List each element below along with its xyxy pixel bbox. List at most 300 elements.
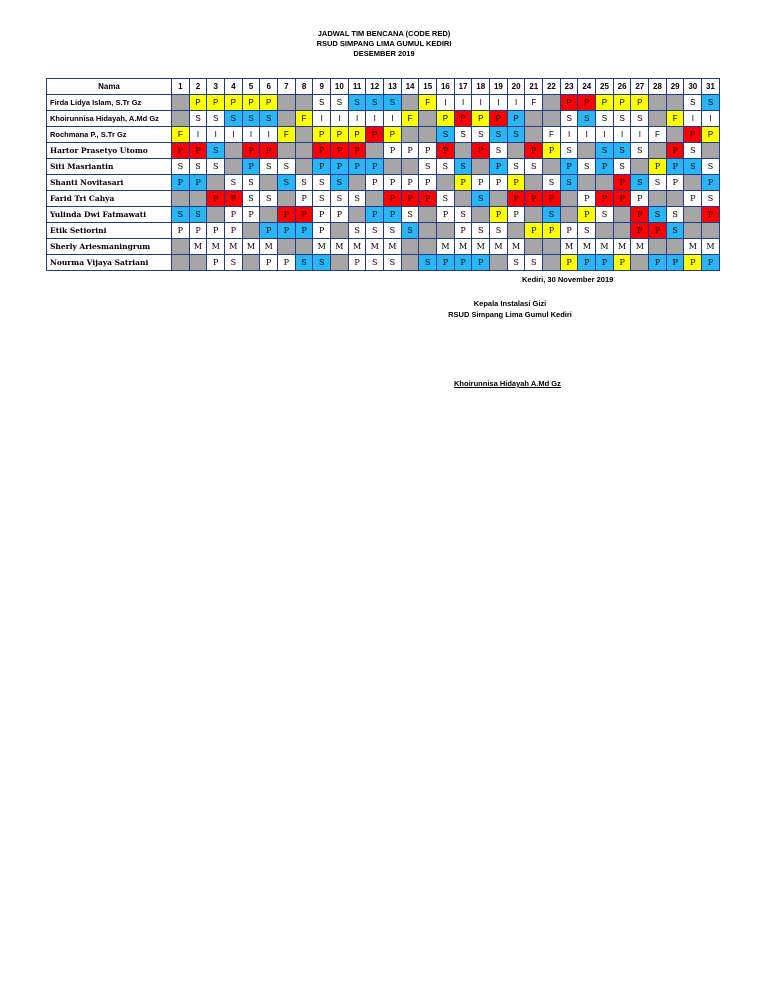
- shift-cell: S: [454, 127, 472, 143]
- shift-cell: P: [242, 95, 260, 111]
- day-header: 1: [172, 79, 190, 95]
- table-row: [47, 111, 720, 127]
- table-row: [47, 175, 720, 191]
- shift-cell: P: [578, 255, 596, 271]
- shift-cell: [419, 111, 437, 127]
- shift-cell: I: [472, 95, 490, 111]
- shift-cell: P: [366, 175, 384, 191]
- shift-cell: P: [313, 127, 331, 143]
- shift-cell: [578, 143, 596, 159]
- shift-cell: [225, 143, 243, 159]
- shift-cell: P: [454, 255, 472, 271]
- shift-cell: [490, 255, 508, 271]
- shift-cell: S: [454, 207, 472, 223]
- shift-cell: P: [684, 191, 702, 207]
- shift-cell: M: [331, 239, 349, 255]
- shift-cell: P: [507, 111, 525, 127]
- shift-cell: S: [543, 207, 561, 223]
- shift-cell: [596, 175, 614, 191]
- shift-cell: [260, 175, 278, 191]
- shift-cell: S: [613, 111, 631, 127]
- shift-cell: P: [189, 143, 207, 159]
- shift-cell: P: [525, 191, 543, 207]
- shift-cell: S: [207, 143, 225, 159]
- day-header: 29: [666, 79, 684, 95]
- shift-cell: P: [348, 127, 366, 143]
- shift-cell: P: [490, 175, 508, 191]
- shift-cell: [384, 159, 402, 175]
- shift-cell: M: [702, 239, 720, 255]
- shift-cell: P: [702, 127, 720, 143]
- shift-cell: M: [437, 239, 455, 255]
- shift-cell: S: [331, 191, 349, 207]
- shift-cell: P: [454, 175, 472, 191]
- shift-cell: P: [172, 223, 190, 239]
- shift-cell: S: [631, 143, 649, 159]
- shift-cell: [348, 175, 366, 191]
- shift-cell: P: [242, 159, 260, 175]
- shift-cell: S: [189, 111, 207, 127]
- table-row: [47, 255, 720, 271]
- shift-cell: P: [649, 223, 667, 239]
- table-row: [47, 143, 720, 159]
- shift-cell: P: [613, 191, 631, 207]
- shift-cell: [613, 223, 631, 239]
- shift-cell: [525, 239, 543, 255]
- shift-cell: M: [348, 239, 366, 255]
- day-header: 27: [631, 79, 649, 95]
- shift-cell: P: [331, 207, 349, 223]
- day-header: 31: [702, 79, 720, 95]
- shift-cell: [331, 223, 349, 239]
- shift-cell: [172, 239, 190, 255]
- shift-cell: S: [384, 255, 402, 271]
- shift-cell: S: [313, 95, 331, 111]
- shift-cell: I: [702, 111, 720, 127]
- shift-cell: S: [225, 255, 243, 271]
- shift-cell: P: [631, 95, 649, 111]
- shift-cell: M: [207, 239, 225, 255]
- shift-cell: P: [172, 175, 190, 191]
- shift-cell: S: [295, 255, 313, 271]
- shift-cell: P: [419, 143, 437, 159]
- shift-cell: [295, 127, 313, 143]
- shift-cell: S: [560, 175, 578, 191]
- shift-cell: S: [313, 175, 331, 191]
- shift-cell: [472, 207, 490, 223]
- shift-cell: P: [490, 111, 508, 127]
- shift-cell: S: [225, 175, 243, 191]
- shift-cell: S: [490, 143, 508, 159]
- shift-cell: [172, 111, 190, 127]
- shift-cell: [649, 191, 667, 207]
- shift-cell: P: [189, 223, 207, 239]
- shift-cell: F: [172, 127, 190, 143]
- shift-cell: P: [472, 143, 490, 159]
- staff-name: Siti Masriantin: [47, 159, 172, 175]
- shift-cell: P: [295, 207, 313, 223]
- shift-cell: S: [348, 191, 366, 207]
- shift-cell: [649, 95, 667, 111]
- shift-cell: [578, 175, 596, 191]
- day-header: 2: [189, 79, 207, 95]
- staff-name: Hartor Prasetyo Utomo: [47, 143, 172, 159]
- shift-cell: S: [242, 175, 260, 191]
- shift-cell: S: [525, 159, 543, 175]
- shift-cell: S: [578, 159, 596, 175]
- shift-cell: P: [313, 223, 331, 239]
- title-line-3: DESEMBER 2019: [353, 49, 415, 58]
- shift-cell: [507, 143, 525, 159]
- shift-cell: S: [207, 159, 225, 175]
- shift-cell: [649, 143, 667, 159]
- shift-cell: I: [331, 111, 349, 127]
- shift-cell: S: [278, 159, 296, 175]
- day-header: 23: [560, 79, 578, 95]
- shift-cell: I: [242, 127, 260, 143]
- shift-cell: P: [596, 95, 614, 111]
- shift-cell: P: [543, 143, 561, 159]
- shift-cell: P: [313, 207, 331, 223]
- shift-cell: S: [684, 143, 702, 159]
- shift-cell: P: [702, 207, 720, 223]
- shift-cell: S: [507, 255, 525, 271]
- shift-cell: M: [578, 239, 596, 255]
- shift-cell: [366, 191, 384, 207]
- shift-cell: S: [613, 159, 631, 175]
- shift-cell: P: [313, 143, 331, 159]
- shift-cell: S: [631, 175, 649, 191]
- shift-cell: S: [666, 207, 684, 223]
- shift-cell: S: [401, 223, 419, 239]
- shift-cell: [525, 111, 543, 127]
- shift-cell: [207, 207, 225, 223]
- shift-cell: P: [596, 159, 614, 175]
- shift-cell: P: [507, 207, 525, 223]
- shift-cell: [631, 159, 649, 175]
- shift-cell: [525, 175, 543, 191]
- shift-cell: P: [172, 143, 190, 159]
- shift-cell: P: [366, 207, 384, 223]
- shift-cell: S: [437, 191, 455, 207]
- shift-cell: P: [560, 159, 578, 175]
- shift-cell: [242, 223, 260, 239]
- shift-cell: P: [472, 111, 490, 127]
- shift-cell: [419, 223, 437, 239]
- shift-cell: S: [242, 111, 260, 127]
- shift-cell: [666, 95, 684, 111]
- shift-cell: P: [578, 207, 596, 223]
- shift-cell: [543, 255, 561, 271]
- day-header: 3: [207, 79, 225, 95]
- shift-cell: S: [207, 111, 225, 127]
- shift-cell: S: [189, 159, 207, 175]
- shift-cell: I: [348, 111, 366, 127]
- shift-cell: S: [278, 175, 296, 191]
- shift-cell: P: [207, 223, 225, 239]
- shift-cell: S: [225, 111, 243, 127]
- shift-cell: S: [472, 223, 490, 239]
- shift-cell: [278, 111, 296, 127]
- shift-cell: I: [631, 127, 649, 143]
- shift-cell: P: [331, 159, 349, 175]
- shift-cell: S: [242, 191, 260, 207]
- staff-name: Yulinda Dwi Fatmawati: [47, 207, 172, 223]
- shift-cell: P: [507, 191, 525, 207]
- shift-cell: M: [684, 239, 702, 255]
- shift-cell: I: [560, 127, 578, 143]
- shift-cell: P: [384, 143, 402, 159]
- shift-cell: [437, 175, 455, 191]
- shift-cell: [295, 239, 313, 255]
- shift-cell: [401, 127, 419, 143]
- shift-cell: P: [631, 191, 649, 207]
- shift-cell: P: [472, 255, 490, 271]
- shift-cell: P: [472, 175, 490, 191]
- shift-cell: [543, 95, 561, 111]
- day-header: 13: [384, 79, 402, 95]
- shift-cell: P: [384, 127, 402, 143]
- shift-cell: M: [507, 239, 525, 255]
- table-row: [47, 207, 720, 223]
- staff-name: Etik Setiorini: [47, 223, 172, 239]
- shift-cell: [348, 207, 366, 223]
- shift-cell: [649, 111, 667, 127]
- day-header: 10: [331, 79, 349, 95]
- shift-cell: M: [189, 239, 207, 255]
- shift-cell: I: [366, 111, 384, 127]
- shift-cell: [278, 191, 296, 207]
- shift-cell: S: [260, 191, 278, 207]
- shift-cell: P: [596, 255, 614, 271]
- shift-cell: P: [189, 175, 207, 191]
- shift-cell: P: [207, 255, 225, 271]
- shift-cell: [702, 223, 720, 239]
- shift-cell: P: [490, 207, 508, 223]
- day-header: 20: [507, 79, 525, 95]
- shift-cell: M: [366, 239, 384, 255]
- shift-cell: P: [260, 143, 278, 159]
- table-row: [47, 95, 720, 111]
- shift-cell: P: [437, 255, 455, 271]
- shift-cell: P: [613, 95, 631, 111]
- schedule-table: [46, 78, 720, 271]
- shift-cell: [278, 143, 296, 159]
- shift-cell: S: [331, 175, 349, 191]
- shift-cell: I: [189, 127, 207, 143]
- shift-cell: P: [331, 127, 349, 143]
- shift-cell: P: [384, 175, 402, 191]
- shift-cell: S: [702, 191, 720, 207]
- shift-cell: [419, 207, 437, 223]
- shift-cell: P: [401, 143, 419, 159]
- shift-cell: M: [454, 239, 472, 255]
- day-header: 7: [278, 79, 296, 95]
- shift-cell: I: [596, 127, 614, 143]
- shift-cell: [454, 143, 472, 159]
- shift-cell: S: [578, 111, 596, 127]
- shift-cell: P: [401, 191, 419, 207]
- shift-cell: S: [366, 255, 384, 271]
- shift-cell: [596, 223, 614, 239]
- shift-cell: P: [560, 255, 578, 271]
- shift-cell: S: [472, 191, 490, 207]
- staff-name: Nourma Vijaya Satriani: [47, 255, 172, 271]
- shift-cell: P: [666, 159, 684, 175]
- day-header: 8: [295, 79, 313, 95]
- shift-cell: [613, 207, 631, 223]
- shift-cell: S: [613, 143, 631, 159]
- shift-cell: I: [578, 127, 596, 143]
- day-header: 18: [472, 79, 490, 95]
- day-header: 6: [260, 79, 278, 95]
- shift-cell: [543, 159, 561, 175]
- shift-cell: [666, 127, 684, 143]
- shift-cell: P: [260, 223, 278, 239]
- shift-cell: M: [490, 239, 508, 255]
- shift-cell: I: [613, 127, 631, 143]
- shift-cell: P: [225, 95, 243, 111]
- shift-cell: S: [384, 223, 402, 239]
- shift-cell: S: [189, 207, 207, 223]
- shift-cell: P: [348, 255, 366, 271]
- shift-cell: F: [278, 127, 296, 143]
- shift-cell: I: [207, 127, 225, 143]
- shift-cell: S: [578, 223, 596, 239]
- shift-cell: P: [207, 95, 225, 111]
- shift-cell: [649, 239, 667, 255]
- shift-cell: P: [613, 175, 631, 191]
- shift-cell: P: [631, 223, 649, 239]
- shift-cell: P: [366, 159, 384, 175]
- shift-cell: I: [507, 95, 525, 111]
- shift-cell: [419, 239, 437, 255]
- shift-cell: S: [348, 223, 366, 239]
- shift-cell: P: [384, 191, 402, 207]
- day-header: 17: [454, 79, 472, 95]
- signature-role-line-2: RSUD Simpang Lima Gumul Kediri: [448, 310, 572, 319]
- shift-cell: P: [419, 175, 437, 191]
- shift-cell: S: [260, 159, 278, 175]
- shift-cell: P: [507, 175, 525, 191]
- shift-cell: P: [437, 143, 455, 159]
- shift-cell: P: [225, 191, 243, 207]
- shift-cell: [172, 255, 190, 271]
- header-row: [47, 79, 720, 95]
- shift-cell: P: [331, 143, 349, 159]
- day-header: 11: [348, 79, 366, 95]
- shift-cell: P: [666, 143, 684, 159]
- shift-cell: P: [596, 191, 614, 207]
- shift-cell: [207, 175, 225, 191]
- shift-cell: S: [666, 223, 684, 239]
- shift-cell: P: [278, 255, 296, 271]
- shift-cell: [260, 207, 278, 223]
- shift-cell: M: [313, 239, 331, 255]
- shift-cell: M: [613, 239, 631, 255]
- shift-cell: P: [313, 159, 331, 175]
- shift-cell: M: [596, 239, 614, 255]
- staff-name: Sherly Ariesmaningrum: [47, 239, 172, 255]
- shift-cell: [242, 255, 260, 271]
- shift-cell: P: [348, 143, 366, 159]
- shift-cell: P: [666, 255, 684, 271]
- shift-cell: S: [596, 207, 614, 223]
- shift-cell: P: [490, 159, 508, 175]
- shift-cell: S: [260, 111, 278, 127]
- shift-cell: [295, 143, 313, 159]
- shift-cell: P: [189, 95, 207, 111]
- shift-cell: I: [225, 127, 243, 143]
- shift-cell: S: [684, 159, 702, 175]
- shift-cell: [684, 207, 702, 223]
- shift-cell: [295, 95, 313, 111]
- shift-cell: F: [525, 95, 543, 111]
- table-row: [47, 191, 720, 207]
- shift-cell: M: [384, 239, 402, 255]
- shift-cell: P: [225, 207, 243, 223]
- shift-cell: [702, 143, 720, 159]
- day-header: 26: [613, 79, 631, 95]
- shift-cell: I: [313, 111, 331, 127]
- shift-cell: S: [702, 159, 720, 175]
- shift-cell: [560, 207, 578, 223]
- shift-cell: S: [560, 143, 578, 159]
- shift-cell: P: [525, 143, 543, 159]
- shift-cell: [543, 239, 561, 255]
- shift-cell: I: [454, 95, 472, 111]
- shift-cell: [189, 255, 207, 271]
- day-header: 30: [684, 79, 702, 95]
- shift-cell: S: [702, 95, 720, 111]
- shift-cell: P: [260, 255, 278, 271]
- shift-cell: F: [543, 127, 561, 143]
- shift-cell: P: [278, 207, 296, 223]
- shift-cell: P: [295, 191, 313, 207]
- shift-cell: S: [490, 127, 508, 143]
- shift-cell: P: [649, 255, 667, 271]
- shift-cell: S: [172, 159, 190, 175]
- day-header: 4: [225, 79, 243, 95]
- shift-cell: P: [278, 223, 296, 239]
- day-header: 22: [543, 79, 561, 95]
- shift-cell: P: [225, 223, 243, 239]
- shift-cell: S: [313, 255, 331, 271]
- shift-cell: P: [613, 255, 631, 271]
- shift-cell: [490, 191, 508, 207]
- shift-cell: [419, 127, 437, 143]
- shift-cell: S: [331, 95, 349, 111]
- shift-cell: I: [437, 95, 455, 111]
- shift-cell: P: [419, 191, 437, 207]
- shift-cell: [684, 223, 702, 239]
- shift-cell: [172, 95, 190, 111]
- shift-cell: S: [596, 111, 614, 127]
- shift-cell: [366, 143, 384, 159]
- shift-cell: P: [702, 255, 720, 271]
- day-header: 16: [437, 79, 455, 95]
- shift-cell: M: [631, 239, 649, 255]
- shift-cell: M: [225, 239, 243, 255]
- shift-cell: S: [454, 159, 472, 175]
- shift-cell: [401, 239, 419, 255]
- shift-cell: S: [366, 223, 384, 239]
- staff-name: Khoirunnisa Hidayah, A.Md Gz: [47, 111, 172, 127]
- shift-cell: I: [490, 95, 508, 111]
- shift-cell: [437, 223, 455, 239]
- shift-cell: S: [490, 223, 508, 239]
- shift-cell: S: [172, 207, 190, 223]
